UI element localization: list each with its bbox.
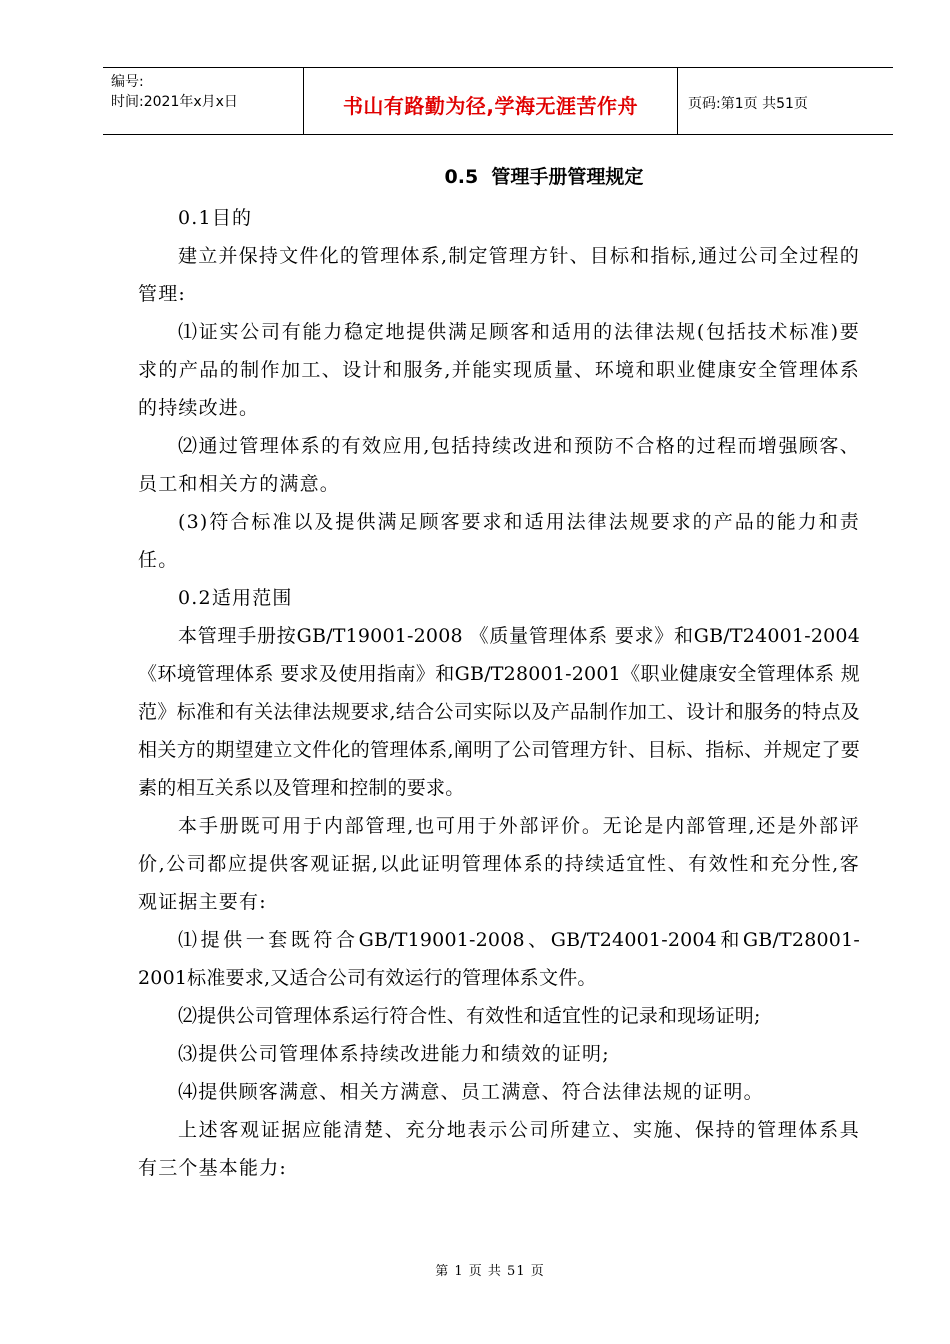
paragraph-purpose-heading: 0.1目的 xyxy=(178,207,253,229)
paragraph-capabilities: 上述客观证据应能清楚、充分地表示公司所建立、实施、保持的管理体系具有三个基本能力: xyxy=(138,1119,860,1179)
paragraph-evidence-item-2: ⑵提供公司管理体系运行符合性、有效性和适宜性的记录和现场证明; xyxy=(178,1005,761,1027)
paragraph-scope-heading: 0.2适用范围 xyxy=(178,587,293,609)
paragraph-scope-body: 本管理手册按GB/T19001-2008 《质量管理体系 要求》和GB/T24001-2004 《环境管理体系 要求及使用指南》和GB/T28001-2001《职业健康安全管理体系 规范》标准和有关法律法规要求,结合公司实际以及产品制作加工、设计和服务的特点及相关方的期望建立文件化的管理体系,阐明了公司管理方针、目标、指标、并规定了要素的相互关系以及管理和控制的要求。 xyxy=(138,625,860,799)
header-slogan: 书山有路勤为径,学海无涯苦作舟 xyxy=(304,68,678,134)
paragraph-purpose-intro: 建立并保持文件化的管理体系,制定管理方针、目标和指标,通过公司全过程的管理: xyxy=(138,245,860,305)
paragraph-evidence-item-1: ⑴提供一套既符合GB/T19001-2008、GB/T24001-2004和GB/T28001-2001标准要求,又适合公司有效运行的管理体系文件。 xyxy=(138,929,860,989)
document-body xyxy=(138,155,860,1187)
header-meta xyxy=(103,68,304,134)
document-time-label: 时间:2021年x月x日 xyxy=(111,94,238,110)
paragraph-purpose-item-2: ⑵通过管理体系的有效应用,包括持续改进和预防不合格的过程而增强顾客、员工和相关方的满意。 xyxy=(138,435,860,495)
page-footer: 第 1 页 共 51 页 xyxy=(435,1264,545,1279)
paragraph-evidence-item-3: ⑶提供公司管理体系持续改进能力和绩效的证明; xyxy=(178,1043,610,1065)
paragraph-purpose-item-1: ⑴证实公司有能力稳定地提供满足顾客和适用的法律法规(包括技术标准)要求的产品的制作加工、设计和服务,并能实现质量、环境和职业健康安全管理体系的持续改进。 xyxy=(138,321,860,419)
document-header xyxy=(103,67,893,135)
paragraph-evidence-item-4: ⑷提供顾客满意、相关方满意、员工满意、符合法律法规的证明。 xyxy=(178,1081,764,1103)
section-title: 0.5 管理手册管理规定 xyxy=(444,166,644,188)
paragraph-usage: 本手册既可用于内部管理,也可用于外部评价。无论是内部管理,还是外部评价,公司都应提供客观证据,以此证明管理体系的持续适宜性、有效性和充分性,客观证据主要有: xyxy=(138,815,860,913)
header-page-number: 页码:第1页 共51页 xyxy=(688,96,808,112)
document-number-label: 编号: xyxy=(111,74,144,90)
paragraph-purpose-item-3: (3)符合标准以及提供满足顾客要求和适用法律法规要求的产品的能力和责任。 xyxy=(138,511,860,571)
